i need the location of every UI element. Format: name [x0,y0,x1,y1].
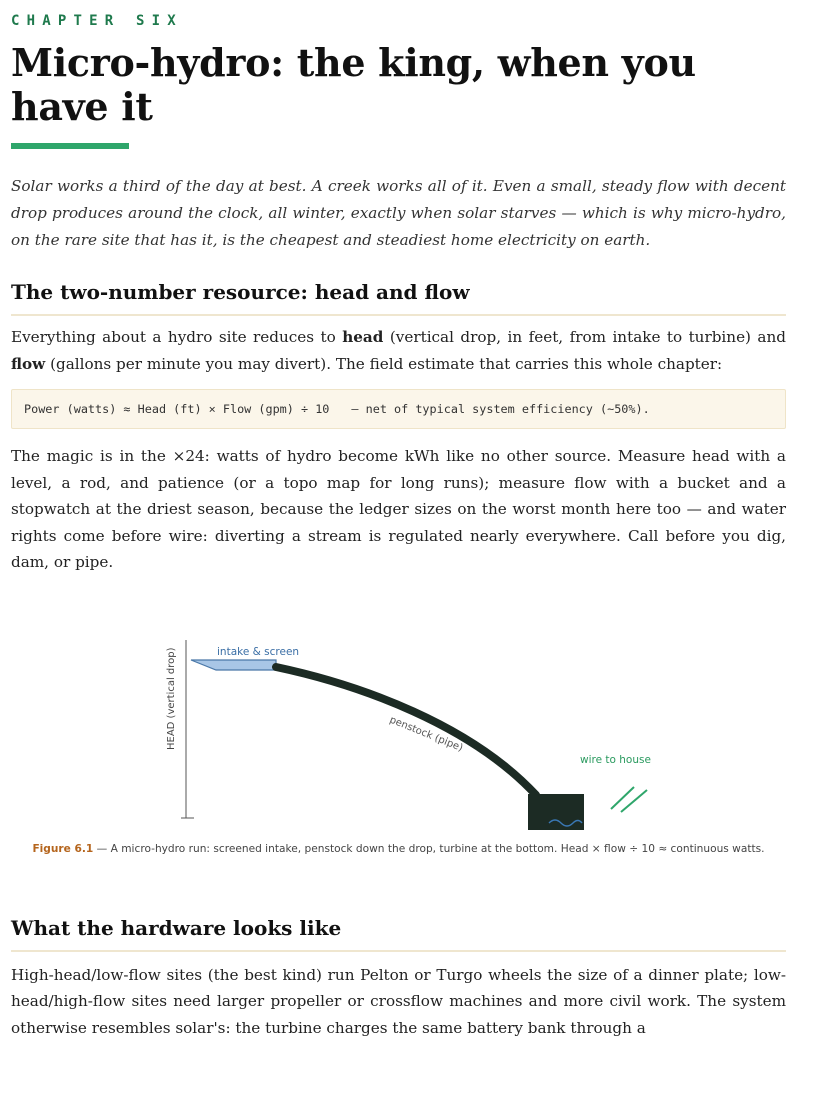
chapter-kicker: CHAPTER SIX [11,13,183,29]
term-flow: flow [11,354,46,373]
figure-caption-text: — A micro-hydro run: screened intake, penstock down the drop, turbine at the bottom. Head × flow ÷ 10 ≈ continuous watts. [93,842,765,855]
term-head: head [342,328,384,346]
head-flow-paragraph: Everything about a hydro site reduces to head (vertical drop, in feet, from intake to turbine) and flow (gallons per minute you may divert). The field estimate that carries this whole chapter: [11,328,786,373]
head-label: HEAD (vertical drop) [166,646,177,750]
penstock-label: penstock (pipe) [387,714,465,754]
figure-caption [11,840,786,858]
page [11,0,786,1041]
wire-label: wire to house [580,753,651,766]
wire-icon-2 [621,790,647,812]
wire-icon [611,787,634,809]
section-heading-head-flow: The two-number resource: head and flow [11,278,786,316]
figure-6-1 [11,590,786,890]
power-formula-box [11,389,786,429]
title-underline [11,143,129,149]
micro-hydro-diagram [11,590,786,840]
chapter-title: Micro-hydro: the king, when you have it [11,40,696,129]
intake-screen [191,660,276,670]
figure-number: Figure 6.1 [32,842,94,855]
hardware-paragraph: High-head/low-flow sites (the best kind) run Pelton or Turgo wheels the size of a dinner plate; low-head/high-flow sites need larger propeller or crossflow machines and more civil work. The system otherwise resembles solar's: the turbine charges the same battery bank through a [11,965,786,1037]
chapter-lede: Solar works a third of the day at best. A creek works all of it. Even a small, steady flow with decent drop produces around the clock, all winter, exactly when solar starves — which is why micro-hydro, on the rare site that has it, is the cheapest and steadiest home electricity on earth. [11,177,786,249]
measurement-paragraph: The magic is in the ×24: watts of hydro become kWh like no other source. Measure head with a level, a rod, and patience (or a topo map for long runs); measure flow with a bucket and a stopwatch at the driest season, because the ledger sizes on the worst month here too — and water rights come before wire: diverting a stream is regulated nearly everywhere. Call before you dig, dam, or pipe. [11,447,786,571]
formula-note: — net of typical system efficiency (~50%). [351,402,650,416]
intake-label: intake & screen [217,645,300,658]
power-formula: Power (watts) ≈ Head (ft) × Flow (gpm) ÷ 10 [24,402,330,416]
section-heading-hardware: What the hardware looks like [11,914,786,952]
turbine-generator [528,794,584,830]
